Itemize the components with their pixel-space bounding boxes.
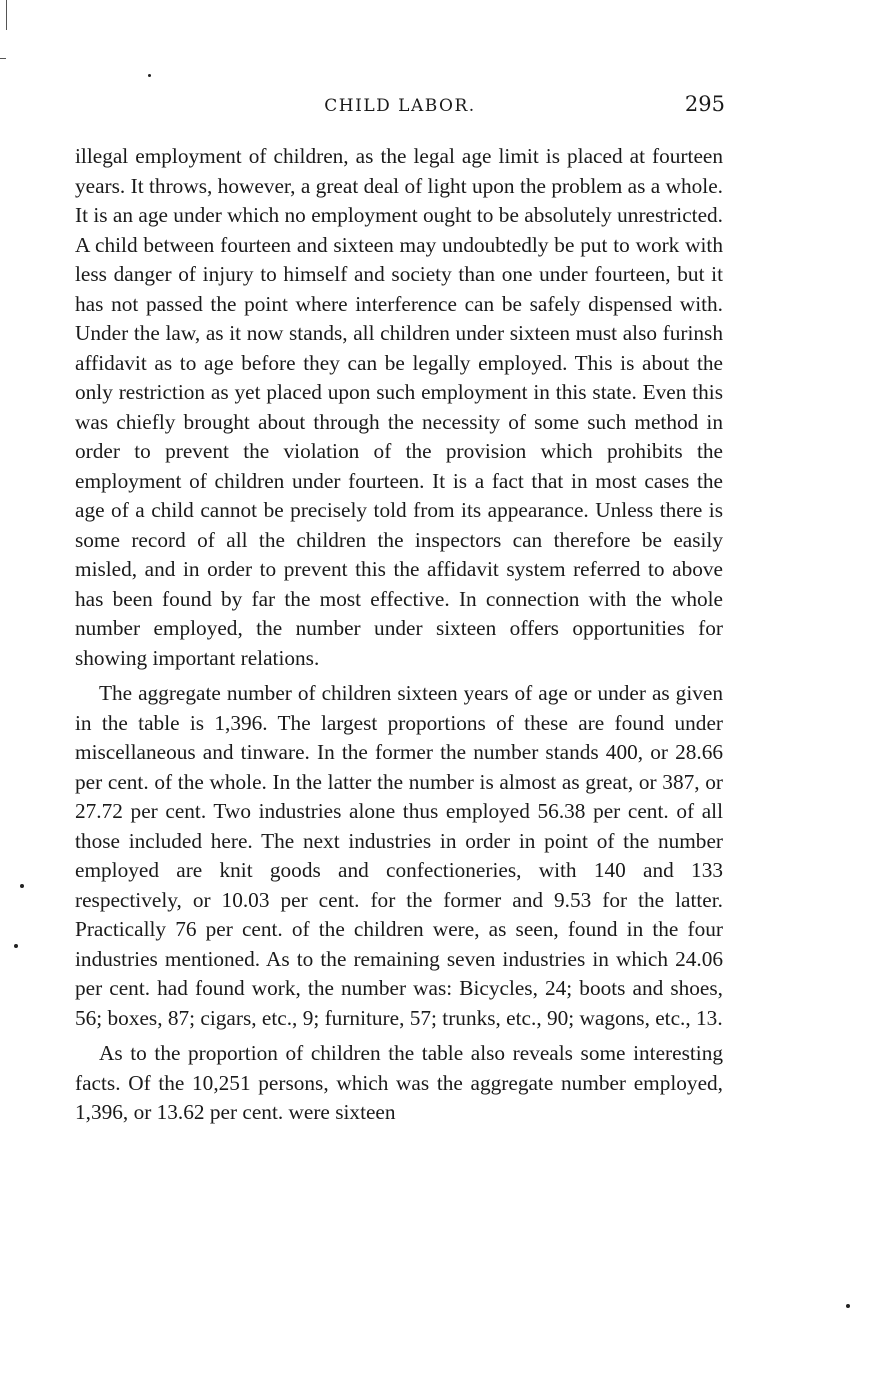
page-header [75,92,725,124]
running-head: CHILD LABOR. [324,96,476,116]
paragraph-1: illegal employment of children, as the legal age limit is placed at fourteen years. It throws, however, a great deal of light upon the problem as a whole. It is an age under which no employment ought to be absolutely unrestricted. A child between fourteen and sixteen may undoubtedly be put to work with less danger of injury to himself and society than one under fourteen, but it has not passed the point where interference can be safely dispensed with. Under the law, as it now stands, all children under sixteen must also furinsh affidavit as to age before they can be legally employed. This is about the only restriction as yet placed upon such employment in this state. Even this was chiefly brought about through the necessity of some such method in order to prevent the violation of the provision which prohibits the employment of children under fourteen. It is a fact that in most cases the age of a child cannot be precisely told from its appearance. Unless there is some record of all the children the inspectors can therefore be easily misled, and in order to prevent this the affidavit system referred to above has been found by far the most effective. In connection with the whole number employed, the number under sixteen offers opportunities for showing important relations. [75,144,723,670]
paragraph-3: As to the proportion of children the table also reveals some interesting facts. Of the 10,251 persons, which was the aggregate number employed, 1,396, or 13.62 per cent. were sixteen [75,1041,723,1124]
paragraph-2: The aggregate number of children sixteen years of age or under as given in the table is 1,396. The largest proportions of these are found under miscellaneous and tinware. In the former the number stands 400, or 28.66 per cent. of the whole. In the latter the number is almost as great, or 387, or 27.72 per cent. Two industries alone thus employed 56.38 per cent. of all those included here. The next industries in order in point of the number employed are knit goods and confectioneries, with 140 and 133 respectively, or 10.03 per cent. for the former and 9.53 for the latter. Practically 76 per cent. of the children were, as seen, found in the four industries mentioned. As to the remaining seven industries in which 24.06 per cent. had found work, the number was: Bicycles, 24; boots and shoes, 56; boxes, 87; cigars, etc., 9; furniture, 57; trunks, etc., 90; wagons, etc., 13. [75,681,723,1030]
ink-speck [20,884,24,888]
left-edge-tick [0,58,6,59]
ink-speck [846,1304,850,1308]
body-text [75,142,723,1128]
ink-speck [148,74,151,77]
ink-speck [14,944,18,948]
left-edge-mark [6,0,7,30]
page-number: 295 [684,92,725,116]
